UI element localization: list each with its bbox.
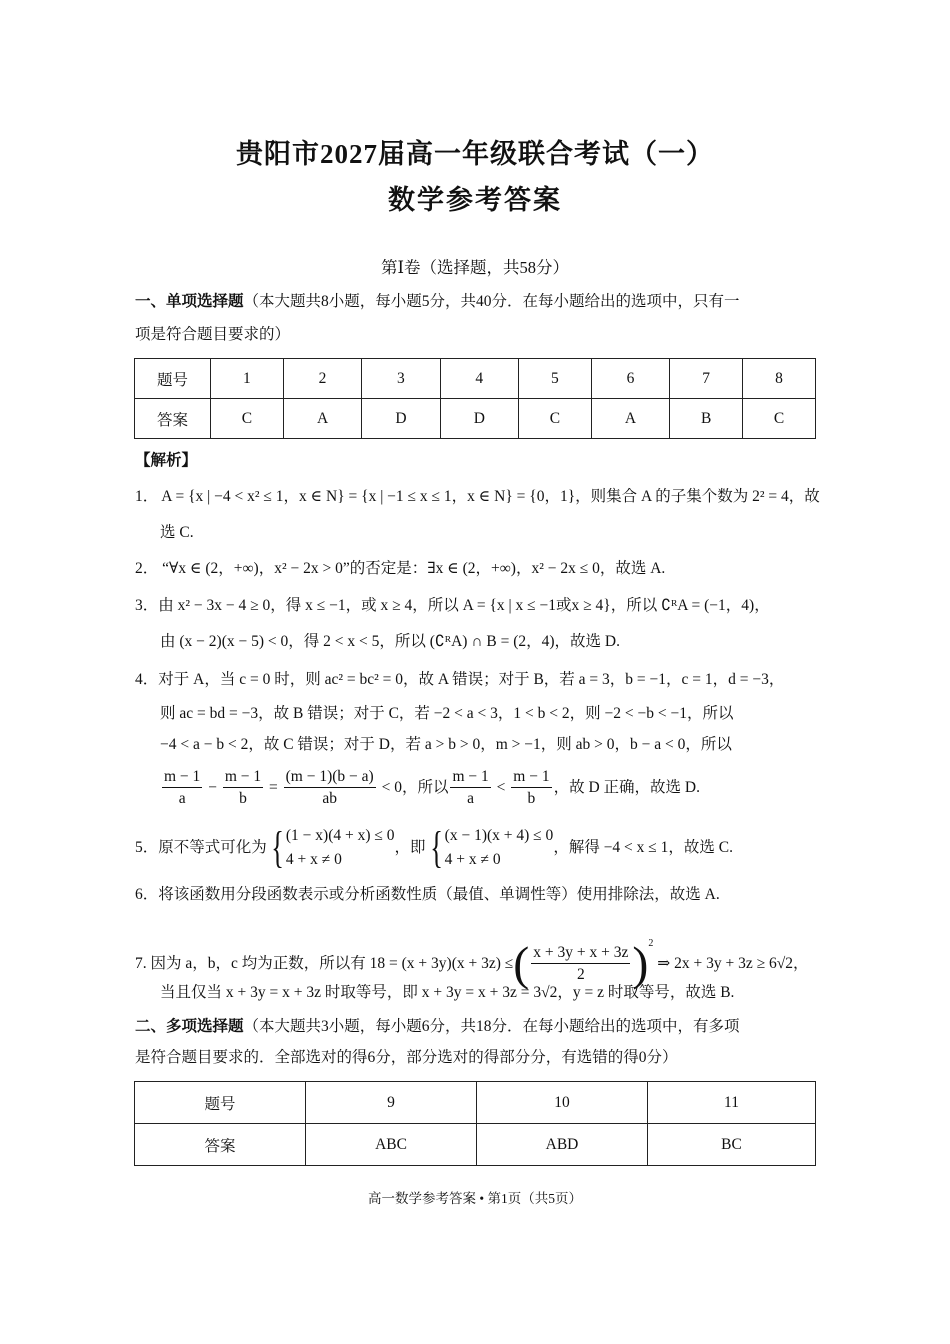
number-cell: 7 [670,359,743,399]
number-cell: 9 [306,1082,477,1124]
q3-line1: 3．由 x² − 3x − 4 ≥ 0，得 x ≤ −1，或 x ≥ 4，所以 A = {x | x ≤ −1或x ≥ 4}，所以 ∁ᴿA = (−1，4)， [135,597,770,614]
table-row [135,1082,816,1124]
title-line2: 数学参考答案 [388,185,562,215]
answer-cell: A [283,399,361,439]
answer-cell: ABC [306,1124,477,1166]
number-cell: 1 [211,359,284,399]
q4-line3: −4 < a − b < 2，故 C 错误；对于 D，若 a > b > 0，m > −1，则 ab > 0，b − a < 0，所以 [160,736,732,753]
q1-line1: 1． A = {x | −4 < x² ≤ 1，x ∈ N} = {x | −1 ≤ x ≤ 1，x ∈ N} = {0，1}，则集合 A 的子集个数为 2² = 4，故 [135,488,820,505]
fraction: $\frac{m - 1}{b}$ [513,768,550,807]
q1-line2: 选 C. [160,524,194,541]
q4-line4: $\frac{m - 1}{a}$ − $\frac{m - 1}{b}$ = $\frac{(m - 1)(b - a)}{ab}$ < 0，所以 $\frac{m - 1}{a}$ < $\frac{m - 1}{b}$ ，故 D 正确，故选 D. [160,767,700,810]
number-cell: 3 [362,359,440,399]
answer-cell: D [362,399,440,439]
fraction: $\frac{(m - 1)(b - a)}{ab}$ [285,768,374,807]
fraction: $\frac{m - 1}{a}$ [452,768,489,807]
q4-line1: 4．对于 A，当 c = 0 时，则 ac² = bc² = 0，故 A 错误；对于 B，若 a = 3，b = −1，c = 1，d = −3， [135,671,785,688]
row-header: 题号 [135,1082,306,1124]
answer-cell: C [518,399,591,439]
section1-label: 一、单项选择题 [135,293,244,310]
answer-cell: A [591,399,669,439]
number-cell: 10 [477,1082,648,1124]
row-header: 答案 [135,399,211,439]
q7-line1: 7. 因为 a，b，c 均为正数，所以有 18 = (x + 3y)(x + 3z) ≤( $\frac{x + 3y + x + 3z}{2}$ )$^2$ ⇒ 2x + 3y + 3z ≥ 6√2， [135,937,809,991]
answer-cell: C [211,399,284,439]
q7-line2: 当且仅当 x + 3y = x + 3z 时取等号，即 x + 3y = x + 3z = 3√2，y = z 时取等号，故选 B. [160,984,735,1001]
part1-heading: 第Ⅰ卷（选择题，共58分） [380,258,570,277]
q4-line2: 则 ac = bd = −3，故 B 错误；对于 C，若 −2 < a < 3，1 < b < 2，则 −2 < −b < −1，所以 [160,705,734,722]
table-row [135,1124,816,1166]
answer-cell: BC [648,1124,816,1166]
section2-desc2: 是符合题目要求的．全部选对的得6分，部分选对的得部分分，有选错的得0分） [135,1049,678,1066]
section1-intro [135,292,740,312]
q3-line2: 由 (x − 2)(x − 5) < 0，得 2 < x < 5，所以 (∁ᴿA) ∩ B = (2，4)，故选 D. [160,633,620,650]
number-cell: 6 [591,359,669,399]
table-row [135,359,816,399]
fraction: $\frac{m - 1}{a}$ [164,768,201,807]
analysis-heading: 【解析】 [135,452,198,469]
number-cell: 2 [283,359,361,399]
fraction: $\frac{m - 1}{b}$ [224,768,262,807]
section2-desc: （本大题共3小题，每小题6分，共18分．在每小题给出的选项中，有多项 [243,1018,740,1035]
section2-label: 二、多项选择题 [135,1018,244,1035]
section2-intro [135,1017,740,1037]
section1-desc2: 项是符合题目要求的） [135,326,291,343]
inequality-system: { (1 − x)(4 + x) ≤ 0 4 + x ≠ 0 [270,823,395,873]
answer-table-2 [134,1081,816,1166]
title-line1: 贵阳市2027届高一年级联合考试（一） [236,139,714,169]
number-cell: 8 [743,359,816,399]
answer-cell: ABD [477,1124,648,1166]
number-cell: 11 [648,1082,816,1124]
page-footer: 高一数学参考答案 • 第1页（共5页） [368,1191,582,1206]
number-cell: 4 [440,359,518,399]
number-cell: 5 [518,359,591,399]
table-row [135,399,816,439]
section1-desc: （本大题共8小题，每小题5分，共40分．在每小题给出的选项中，只有一 [243,293,740,310]
answer-cell: D [440,399,518,439]
answer-cell: B [670,399,743,439]
q5-line: 5．原不等式可化为 { (1 − x)(4 + x) ≤ 0 4 + x ≠ 0 ，即 { (x − 1)(x + 4) ≤ 0 4 + x ≠ 0 ，解得 −4 < x ≤ 1，故选 C. [135,823,734,873]
answer-table-1 [134,358,816,439]
row-header: 答案 [135,1124,306,1166]
fraction: $\frac{x + 3y + x + 3z}{2}$ [533,943,629,983]
answer-cell: C [743,399,816,439]
q2-line1: 2． “∀x ∈ (2，+∞)，x² − 2x > 0”的否定是：∃x ∈ (2，+∞)，x² − 2x ≤ 0，故选 A. [135,560,666,577]
inequality-system: { (x − 1)(x + 4) ≤ 0 4 + x ≠ 0 [429,823,554,873]
q6-line1: 6．将该函数用分段函数表示或分析函数性质（最值、单调性等）使用排除法，故选 A. [135,886,720,903]
row-header: 题号 [135,359,211,399]
